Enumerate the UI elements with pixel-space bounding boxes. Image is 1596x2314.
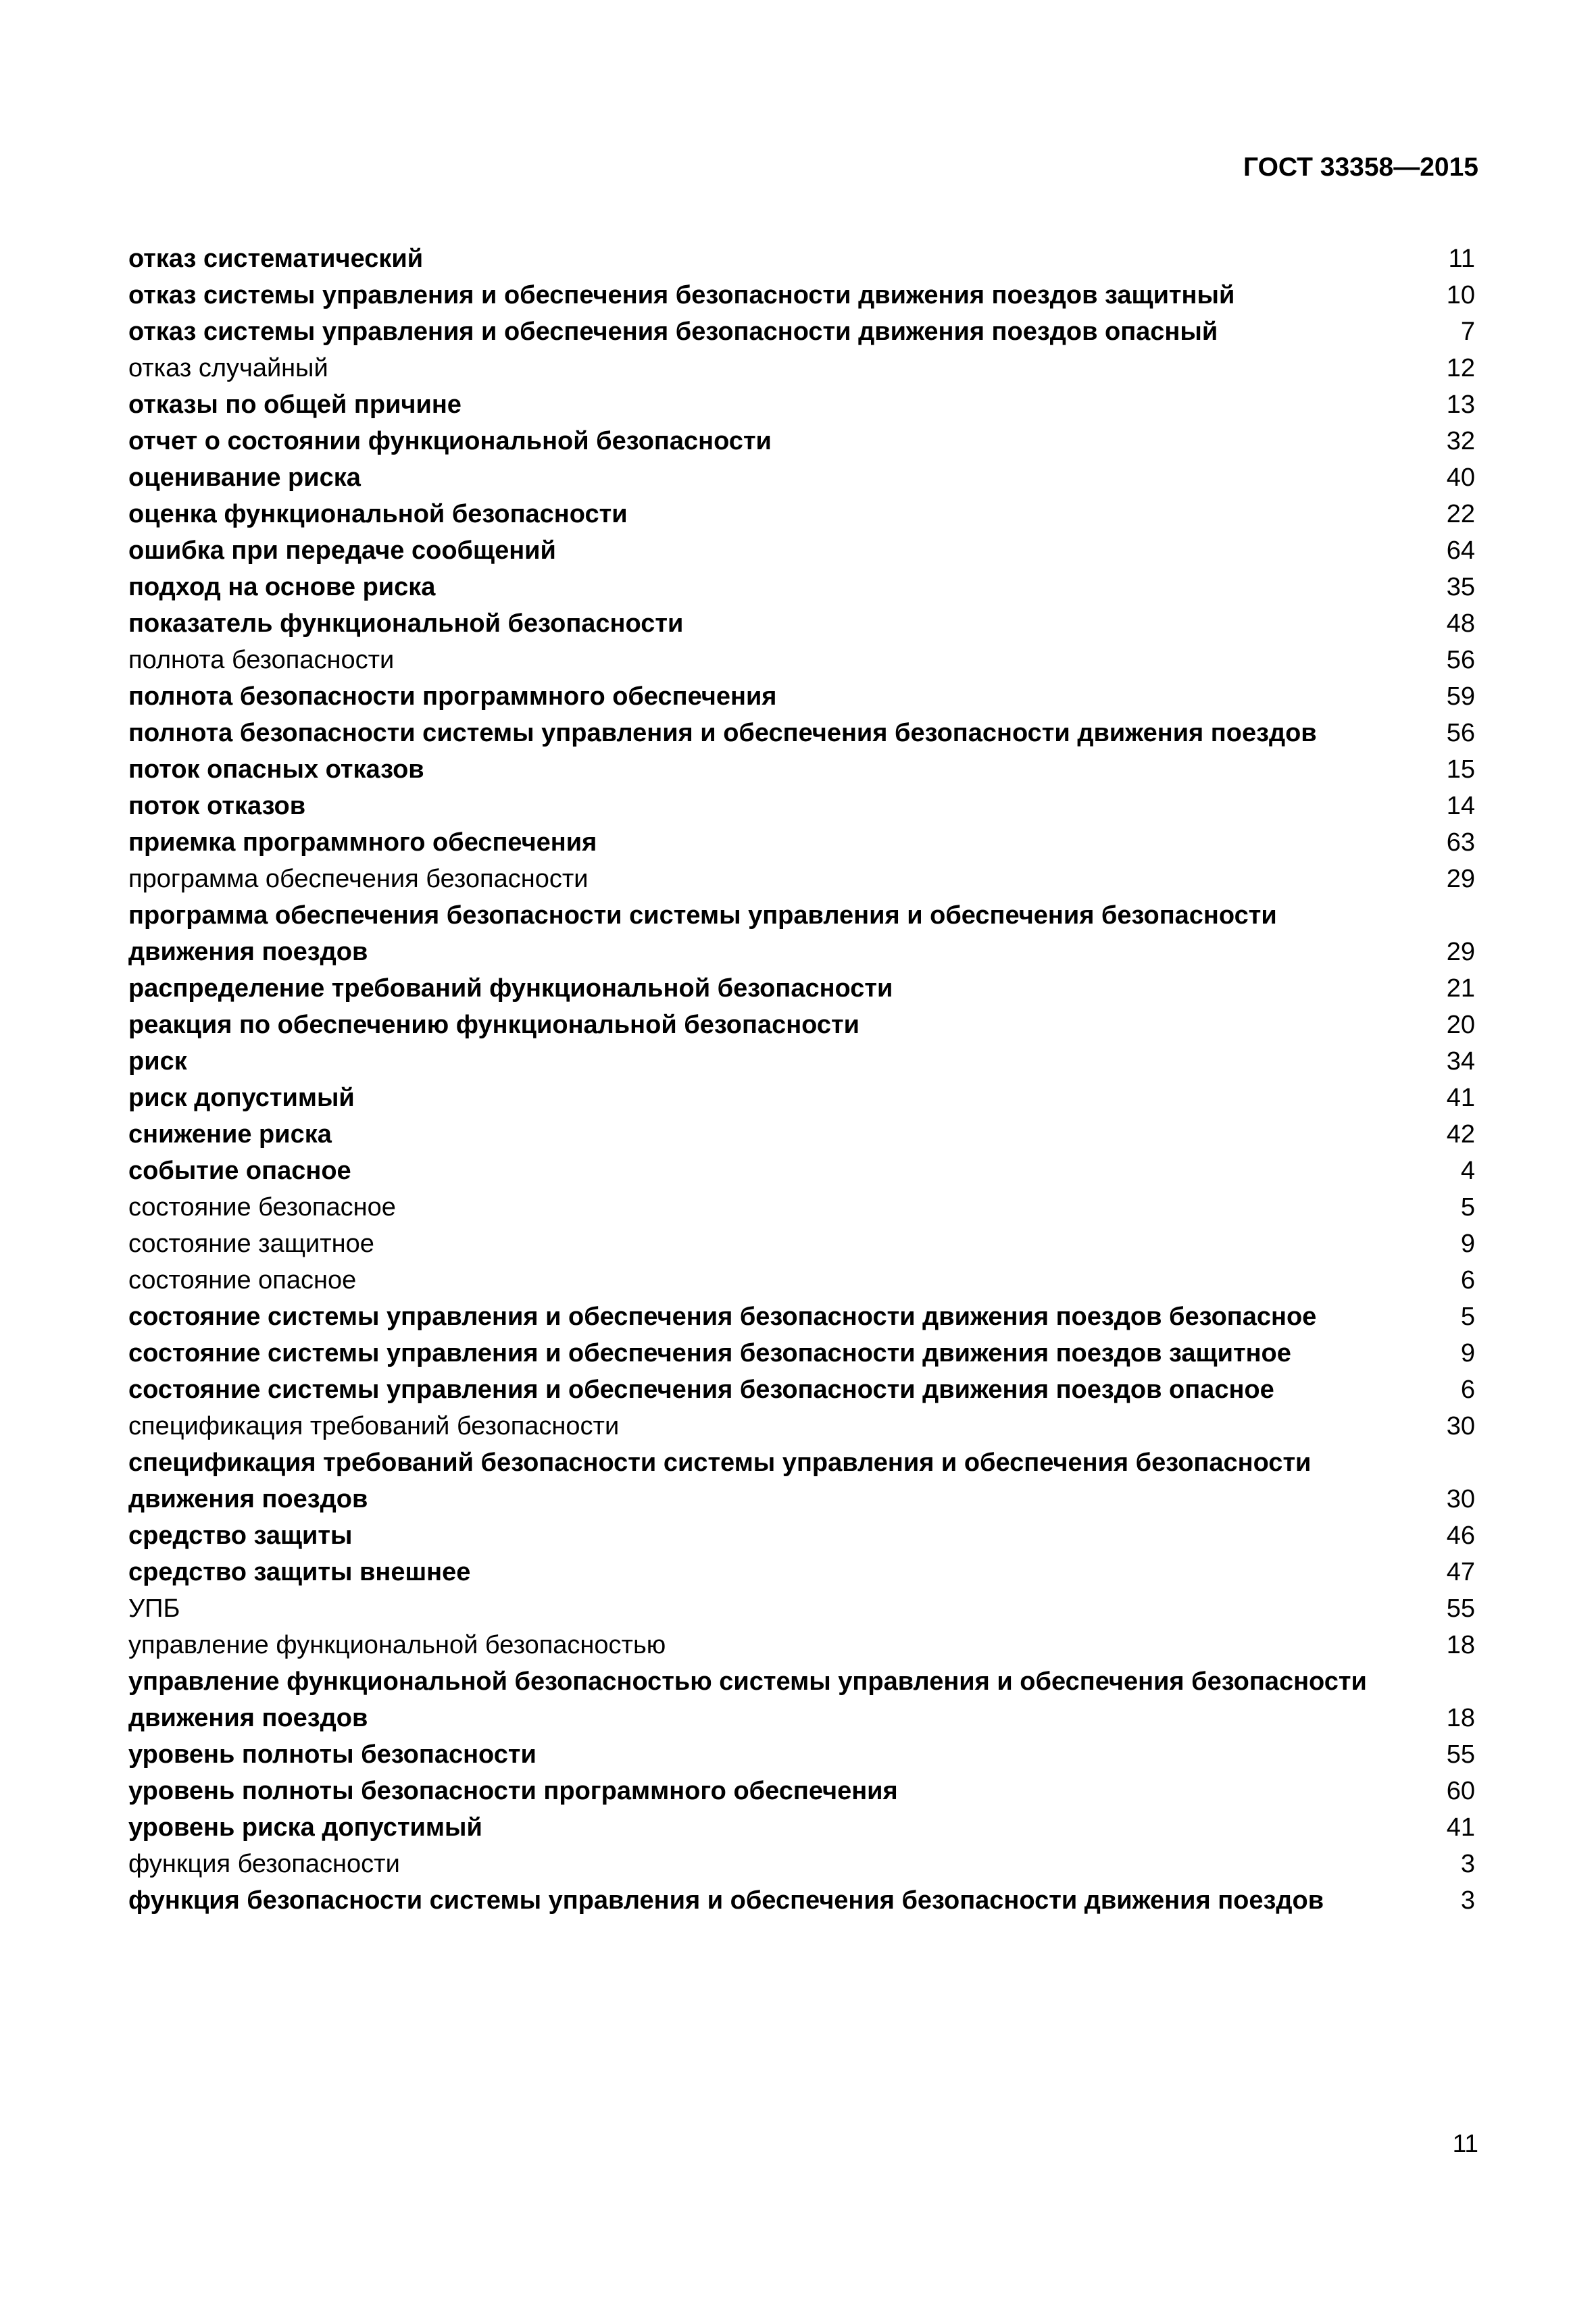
index-term-number: 55 (1446, 1740, 1475, 1769)
index-term-number: 46 (1446, 1521, 1475, 1550)
index-term: риск (128, 1047, 187, 1076)
index-term: отчет о состоянии функциональной безопасности (128, 427, 772, 455)
index-entry (128, 496, 1475, 532)
index-term-number: 6 (1460, 1376, 1475, 1404)
index-term: уровень риска допустимый (128, 1813, 482, 1842)
index-term-number: 40 (1446, 463, 1475, 492)
index-term-number: 6 (1460, 1266, 1475, 1294)
index-term: управление функциональной безопасностью системы управления и обеспечения безопасности движения поездов (128, 1667, 1367, 1732)
index-entry (128, 313, 1475, 350)
index-term: отказ случайный (128, 354, 328, 382)
index-entry (128, 678, 1475, 715)
index-term: программа обеспечения безопасности (128, 865, 589, 893)
index-term: подход на основе риска (128, 573, 436, 601)
index-entry (128, 1590, 1475, 1627)
index-entry (128, 1335, 1475, 1372)
index-entry (128, 1116, 1475, 1153)
index-term-number: 41 (1446, 1813, 1475, 1842)
index-term-number: 3 (1460, 1850, 1475, 1878)
index-term-number: 15 (1446, 755, 1475, 784)
index-term: отказ системы управления и обеспечения безопасности движения поездов защитный (128, 281, 1235, 309)
index-term-number: 11 (1448, 245, 1475, 273)
index-term-number: 18 (1446, 1631, 1475, 1659)
index-term-number: 56 (1446, 719, 1475, 747)
index-term-number: 5 (1460, 1193, 1475, 1222)
index-entry (128, 897, 1475, 970)
index-term-number: 55 (1446, 1594, 1475, 1623)
index-term: спецификация требований безопасности (128, 1412, 620, 1440)
index-entry (128, 459, 1475, 496)
index-term: состояние системы управления и обеспечения безопасности движения поездов защитное (128, 1339, 1291, 1367)
index-entry (128, 970, 1475, 1007)
index-term-number: 3 (1460, 1886, 1475, 1915)
index-term: УПБ (128, 1594, 180, 1623)
index-term: отказ системы управления и обеспечения безопасности движения поездов опасный (128, 318, 1218, 346)
index-entry (128, 1043, 1475, 1080)
index-term: средство защиты (128, 1521, 353, 1550)
index-term: функция безопасности (128, 1850, 400, 1878)
index-term: спецификация требований безопасности системы управления и обеспечения безопасности движения поездов (128, 1449, 1312, 1513)
index-term: показатель функциональной безопасности (128, 609, 684, 638)
index-term-number: 63 (1446, 828, 1475, 857)
index-term: поток опасных отказов (128, 755, 424, 784)
index-term: управление функциональной безопасностью (128, 1631, 666, 1659)
index-term: событие опасное (128, 1157, 351, 1185)
index-term: оценивание риска (128, 463, 361, 492)
index-term-number: 47 (1446, 1558, 1475, 1586)
index-term-number: 30 (1446, 1485, 1475, 1513)
index-entry (128, 1809, 1475, 1846)
index-term: программа обеспечения безопасности системы управления и обеспечения безопасности движения поездов (128, 901, 1277, 966)
index-term-number: 9 (1460, 1230, 1475, 1258)
index-term: состояние защитное (128, 1230, 374, 1258)
index-term: средство защиты внешнее (128, 1558, 471, 1586)
index-term-number: 41 (1446, 1084, 1475, 1112)
index-term-number: 18 (1446, 1704, 1475, 1732)
index-entry (128, 1299, 1475, 1335)
index-entry (128, 277, 1475, 313)
index-term-number: 34 (1446, 1047, 1475, 1076)
index-term: полнота безопасности программного обеспечения (128, 682, 777, 711)
index-entry (128, 532, 1475, 569)
index-term: состояние системы управления и обеспечения безопасности движения поездов безопасное (128, 1303, 1317, 1331)
index-term-number: 42 (1446, 1120, 1475, 1149)
index-entry (128, 1226, 1475, 1262)
index-term: уровень полноты безопасности (128, 1740, 537, 1769)
index-term-number: 32 (1446, 427, 1475, 455)
index-term: состояние безопасное (128, 1193, 396, 1222)
index-term: отказ систематический (128, 245, 424, 273)
index-term-number: 29 (1446, 865, 1475, 893)
index-entry (128, 751, 1475, 788)
index-term: реакция по обеспечению функциональной безопасности (128, 1011, 859, 1039)
index-entry (128, 861, 1475, 897)
index-entry (128, 1773, 1475, 1809)
index-entry (128, 642, 1475, 678)
index-entry (128, 1080, 1475, 1116)
index-term-number: 21 (1446, 974, 1475, 1003)
index-term-number: 56 (1446, 646, 1475, 674)
index-term-number: 10 (1446, 281, 1475, 309)
index-term: функция безопасности системы управления и обеспечения безопасности движения поездов (128, 1886, 1324, 1915)
index-term-number: 29 (1446, 938, 1475, 966)
index-term: полнота безопасности (128, 646, 395, 674)
index-entry (128, 241, 1475, 277)
index-term: уровень полноты безопасности программного обеспечения (128, 1777, 898, 1805)
alphabetical-index (128, 241, 1475, 1919)
index-entry (128, 1736, 1475, 1773)
index-entry (128, 824, 1475, 861)
index-term-number: 9 (1460, 1339, 1475, 1367)
index-term-number: 59 (1446, 682, 1475, 711)
index-term-number: 7 (1460, 318, 1475, 346)
index-term: оценка функциональной безопасности (128, 500, 628, 528)
index-term-number: 14 (1446, 792, 1475, 820)
index-term: поток отказов (128, 792, 306, 820)
index-term-number: 22 (1446, 500, 1475, 528)
index-term: снижение риска (128, 1120, 332, 1149)
index-term-number: 12 (1446, 354, 1475, 382)
document-header: ГОСТ 33358—2015 (1243, 153, 1478, 182)
index-entry (128, 1007, 1475, 1043)
index-term: состояние опасное (128, 1266, 357, 1294)
index-term-number: 60 (1446, 1777, 1475, 1805)
index-term-number: 48 (1446, 609, 1475, 638)
index-entry (128, 605, 1475, 642)
index-entry (128, 1189, 1475, 1226)
index-term: приемка программного обеспечения (128, 828, 597, 857)
index-entry (128, 1627, 1475, 1663)
index-entry (128, 1554, 1475, 1590)
index-term-number: 35 (1446, 573, 1475, 601)
index-term: состояние системы управления и обеспечения безопасности движения поездов опасное (128, 1376, 1274, 1404)
index-entry (128, 1262, 1475, 1299)
index-entry (128, 1517, 1475, 1554)
index-term-number: 4 (1460, 1157, 1475, 1185)
index-entry (128, 1846, 1475, 1882)
index-entry (128, 350, 1475, 386)
index-entry (128, 1444, 1475, 1517)
index-entry (128, 715, 1475, 751)
index-term: распределение требований функциональной безопасности (128, 974, 893, 1003)
index-entry (128, 569, 1475, 605)
index-term: полнота безопасности системы управления и обеспечения безопасности движения поездов (128, 719, 1317, 747)
index-term-number: 64 (1446, 536, 1475, 565)
index-term-number: 5 (1460, 1303, 1475, 1331)
index-term: риск допустимый (128, 1084, 355, 1112)
index-entry (128, 788, 1475, 824)
index-entry (128, 386, 1475, 423)
index-term: отказы по общей причине (128, 391, 462, 419)
index-term-number: 13 (1446, 391, 1475, 419)
index-entry (128, 1663, 1475, 1736)
index-entry (128, 1408, 1475, 1444)
index-entry (128, 1153, 1475, 1189)
index-entry (128, 423, 1475, 459)
index-entry (128, 1882, 1475, 1919)
index-term-number: 20 (1446, 1011, 1475, 1039)
page-number: 11 (1452, 2130, 1478, 2157)
index-term-number: 30 (1446, 1412, 1475, 1440)
index-term: ошибка при передаче сообщений (128, 536, 556, 565)
index-entry (128, 1372, 1475, 1408)
